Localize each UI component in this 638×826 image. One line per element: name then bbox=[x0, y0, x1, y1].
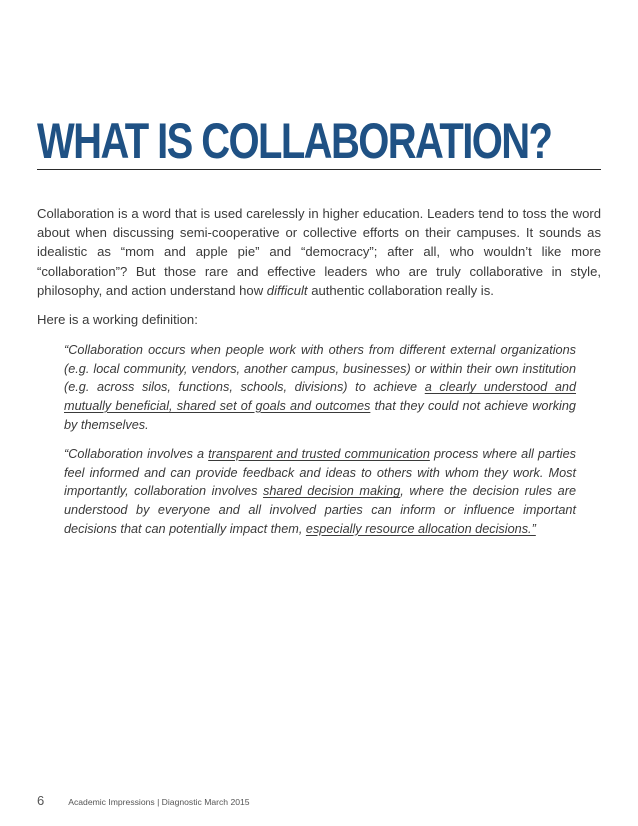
title-divider bbox=[37, 169, 601, 170]
footer-publication: Academic Impressions | Diagnostic March 2015 bbox=[68, 797, 250, 807]
page-title: WHAT IS COLLABORATION? bbox=[37, 113, 552, 169]
quote-2-underlined-decision-making: shared decision making bbox=[262, 484, 401, 499]
page-number: 6 bbox=[37, 793, 45, 808]
quote-2-underlined-communication: transparent and trusted communication bbox=[208, 447, 430, 461]
definition-intro: Here is a working definition: bbox=[37, 312, 198, 327]
intro-text-start: Collaboration is a word that is used carelessly in higher education. Leaders tend to toss the word about when discussing semi-cooperative or collective efforts on their campuses. It sounds as idealistic as “mom and apple pie” and “democracy”; after all, who wouldn’t like more “collaboration”? But those rare and effective leaders who are truly collaborative in style, philosophy, and action understand how bbox=[37, 206, 601, 298]
intro-paragraph bbox=[37, 204, 601, 300]
intro-emphasis: difficult bbox=[266, 282, 308, 298]
page-footer bbox=[37, 793, 250, 808]
definition-quote-1 bbox=[64, 341, 576, 435]
quote-1-text-a: “Collaboration occurs when people work with others from different external organizations (e.g. local community, vendors, another campus, businesses) or within their own institution (e.g. across silos, functions, schools, divisions) to achieve bbox=[64, 343, 576, 395]
quote-2-text-c: , where the decision rules are understood by everyone and all involved parties can inform or influence important decisions that can potentially impact them, bbox=[64, 484, 576, 536]
quote-1-text-b: that they could not achieve working by themselves. bbox=[64, 399, 576, 432]
quote-1-underlined-goals: a clearly understood and mutually beneficial, shared set of goals and outcomes bbox=[64, 380, 577, 414]
quote-2-text-a: “Collaboration involves a bbox=[64, 447, 209, 461]
definition-quote-2 bbox=[64, 445, 576, 539]
intro-text-end: authentic collaboration really is. bbox=[307, 282, 494, 298]
quote-2-underlined-resource-allocation: especially resource allocation decisions.” bbox=[305, 521, 536, 536]
quote-2-text-b: process where all parties feel informed and can provide feedback and ideas to others with whom they work. Most importantly, collaboration involves bbox=[64, 447, 576, 499]
